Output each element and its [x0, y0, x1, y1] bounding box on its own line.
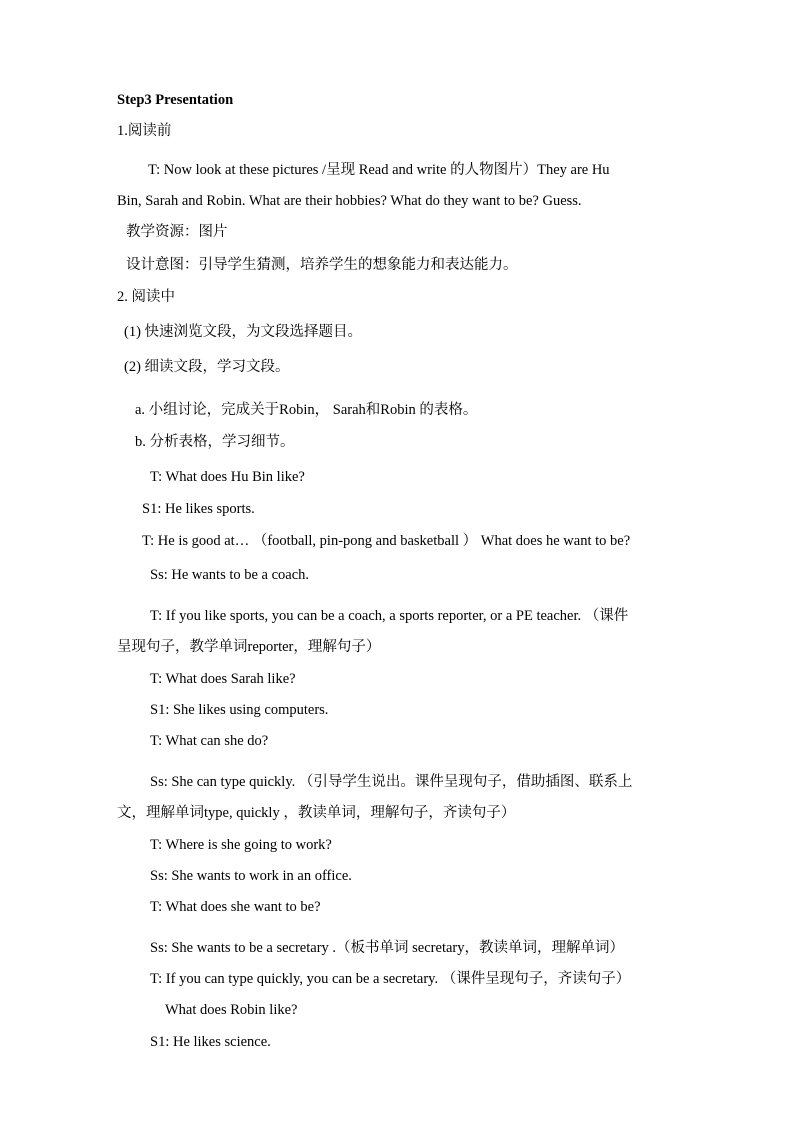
dialogue-line: S1: He likes science.	[150, 1034, 271, 1050]
dialogue-line: 呈现句子，教学单词reporter，理解句子）	[117, 639, 381, 655]
dialogue-line: S1: He likes sports.	[142, 501, 255, 517]
teaching-resource-line: 教学资源：图片	[126, 224, 228, 240]
dialogue-line: T: What can she do?	[150, 733, 269, 749]
list-item: b. 分析表格，学习细节。	[135, 434, 295, 450]
subsection-while-reading: 2. 阅读中	[117, 289, 175, 305]
dialogue-line: What does Robin like?	[165, 1002, 298, 1018]
dialogue-line: T: If you can type quickly, you can be a secretary. （课件呈现句子，齐读句子）	[150, 971, 631, 987]
paragraph-line: T: Now look at these pictures /呈现 Read and write 的人物图片）They are Hu	[148, 162, 610, 178]
subsection-pre-reading: 1.阅读前	[117, 123, 172, 139]
section-heading: Step3 Presentation	[117, 92, 234, 108]
dialogue-line: T: What does Hu Bin like?	[150, 469, 305, 485]
dialogue-line: Ss: She can type quickly. （引导学生说出。课件呈现句子，借助插图、联系上	[150, 774, 633, 790]
dialogue-line: T: He is good at… （football, pin-pong and basketball ） What does he want to be?	[142, 533, 631, 549]
dialogue-line: Ss: He wants to be a coach.	[150, 567, 310, 583]
dialogue-line: T: If you like sports, you can be a coach, a sports reporter, or a PE teacher. （课件	[150, 608, 629, 624]
paragraph-line: Bin, Sarah and Robin. What are their hobbies? What do they want to be? Guess.	[117, 193, 582, 209]
list-item: (2) 细读文段，学习文段。	[124, 359, 290, 375]
dialogue-line: Ss: She wants to work in an office.	[150, 868, 352, 884]
dialogue-line: T: Where is she going to work?	[150, 837, 332, 853]
dialogue-line: Ss: She wants to be a secretary .（板书单词 secretary，教读单词，理解单词）	[150, 940, 624, 956]
dialogue-line: T: What does Sarah like?	[150, 671, 296, 687]
list-item: (1) 快速浏览文段，为文段选择题目。	[124, 324, 363, 340]
dialogue-line: S1: She likes using computers.	[150, 702, 329, 718]
design-intent-line: 设计意图：引导学生猜测，培养学生的想象能力和表达能力。	[126, 257, 518, 273]
list-item: a. 小组讨论，完成关于Robin， Sarah和Robin 的表格。	[135, 402, 478, 418]
dialogue-line: 文，理解单词type, quickly ，教读单词，理解句子，齐读句子）	[117, 805, 516, 821]
dialogue-line: T: What does she want to be?	[150, 899, 321, 915]
